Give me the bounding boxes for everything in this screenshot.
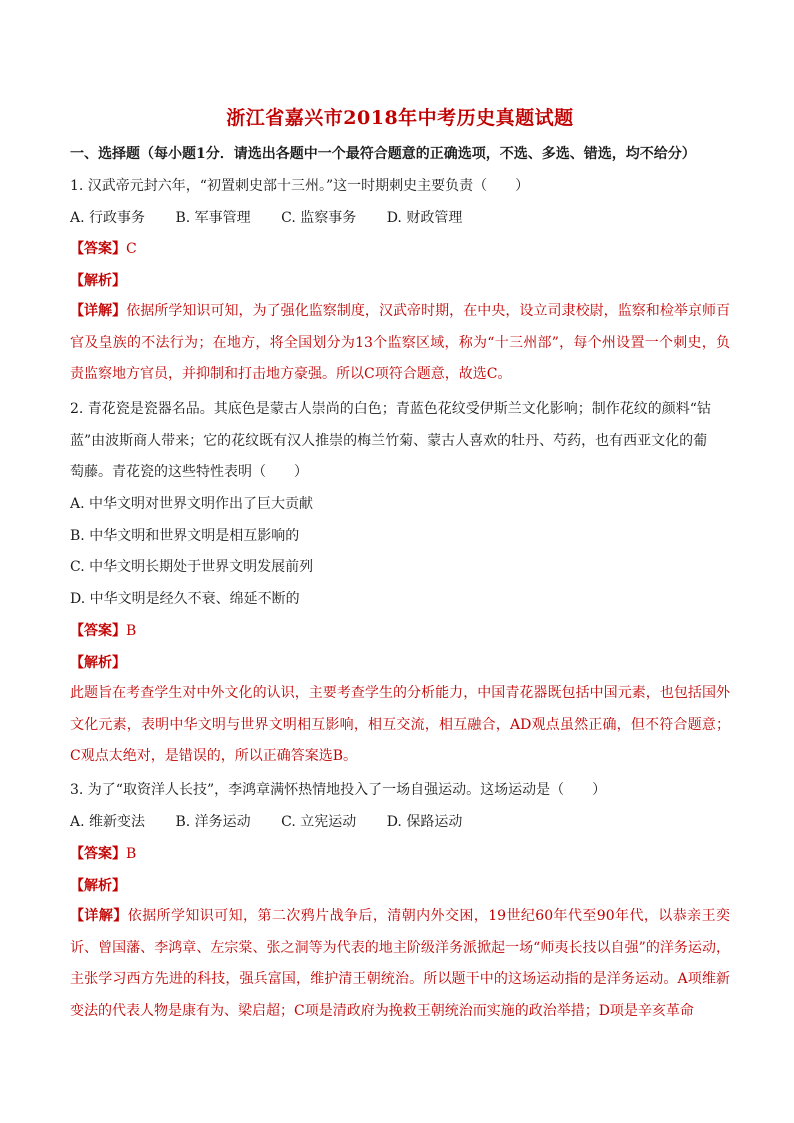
analysis-tag: 【解析】 — [70, 878, 126, 894]
answer-tag: 【答案】 — [70, 241, 126, 257]
question-2-option-c: C. 中华文明长期处于世界文明发展前列 — [70, 559, 314, 575]
detail-text: 依据所学知识可知，为了强化监察制度，汉武帝时期，在中央，设立司隶校尉，监察和检举京师百官及皇族的不法行为；在地方，将全国划分为13个监察区域，称为“十三州部”，每个州设置一个刺史，负责监察地方官员，并抑制和打击地方豪强。所以C项符合题意，故选C。 — [70, 303, 731, 382]
answer-value: B — [126, 846, 137, 862]
answer-tag: 【答案】 — [70, 623, 126, 639]
section-heading: 一、选择题（每小题1分．请选出各题中一个最符合题意的正确选项，不选、多选、错选，均不给分） — [70, 146, 696, 162]
question-2-option-b: B. 中华文明和世界文明是相互影响的 — [70, 528, 300, 544]
question-3-detail — [70, 901, 730, 1027]
option-a: A. 行政事务 — [70, 210, 146, 226]
question-2-option-a: A. 中华文明对世界文明作出了巨大贡献 — [70, 496, 314, 512]
analysis-tag: 【解析】 — [70, 273, 126, 289]
option-c: C. 监察事务 — [281, 210, 357, 226]
analysis-tag: 【解析】 — [70, 655, 126, 671]
option-d: D. 财政管理 — [386, 210, 463, 226]
option-c: C. 立宪运动 — [281, 814, 357, 830]
question-1-analysis-tag — [70, 271, 730, 291]
question-1-detail — [70, 296, 730, 391]
question-3-answer — [70, 844, 730, 864]
detail-tag: 【详解】 — [70, 303, 127, 319]
question-3-stem: 3. 为了“取资洋人长技”，李鸿章满怀热情地投入了一场自强运动。这场运动是（ ） — [70, 782, 607, 798]
answer-value: B — [126, 623, 137, 639]
detail-text: 依据所学知识可知，第二次鸦片战争后，清朝内外交困，19世纪60年代至90年代，以恭亲王奕䜣、曾国藩、李鸿章、左宗棠、张之洞等为代表的地主阶级洋务派掀起一场“师夷长技以自强”的洋务运动，主张学习西方先进的科技，强兵富国，维护清王朝统治。所以题干中的这场运动指的是洋务运动。A项维新变法的代表人物是康有为、梁启超；C项是清政府为挽救王朝统治而实施的政治举措；D项是辛亥革命 — [70, 908, 730, 1019]
question-2-analysis: 此题旨在考查学生对中外文化的认识，主要考查学生的分析能力，中国青花器既包括中国元素，也包括国外文化元素，表明中华文明与世界文明相互影响，相互交流，相互融合，AD观点虽然正确，但不符合题意；C观点太绝对，是错误的，所以正确答案选B。 — [70, 685, 730, 764]
question-2-answer — [70, 621, 730, 641]
option-b: B. 军事管理 — [175, 210, 251, 226]
option-b: B. 洋务运动 — [175, 814, 251, 830]
question-2-option-d: D. 中华文明是经久不衰、绵延不断的 — [70, 591, 300, 607]
question-2-analysis-tag — [70, 653, 730, 673]
question-1-answer — [70, 239, 730, 259]
page-title: 浙江省嘉兴市2018年中考历史真题试题 — [226, 107, 574, 129]
detail-tag: 【详解】 — [70, 908, 128, 924]
option-d: D. 保路运动 — [386, 814, 463, 830]
question-3-options — [70, 812, 730, 832]
question-2-stem-line-2: 蓝”由波斯商人带来；它的花纹既有汉人推崇的梅兰竹菊、蒙古人喜欢的牡丹、芍药，也有西亚文化的葡 — [70, 433, 708, 449]
question-2-stem-line-3: 萄藤。青花瓷的这些特性表明（ ） — [70, 464, 308, 480]
question-3-analysis-tag — [70, 876, 730, 896]
question-1-options — [70, 208, 730, 228]
option-a: A. 维新变法 — [70, 814, 146, 830]
question-2-stem-line-1: 2. 青花瓷是瓷器名品。其底色是蒙古人崇尚的白色；青蓝色花纹受伊斯兰文化影响；制作花纹的颜料“钴 — [70, 401, 711, 417]
question-1-stem: 1. 汉武帝元封六年，“初置刺史部十三州。”这一时期刺史主要负责（ ） — [70, 178, 530, 194]
answer-value: C — [126, 241, 137, 257]
answer-tag: 【答案】 — [70, 846, 126, 862]
